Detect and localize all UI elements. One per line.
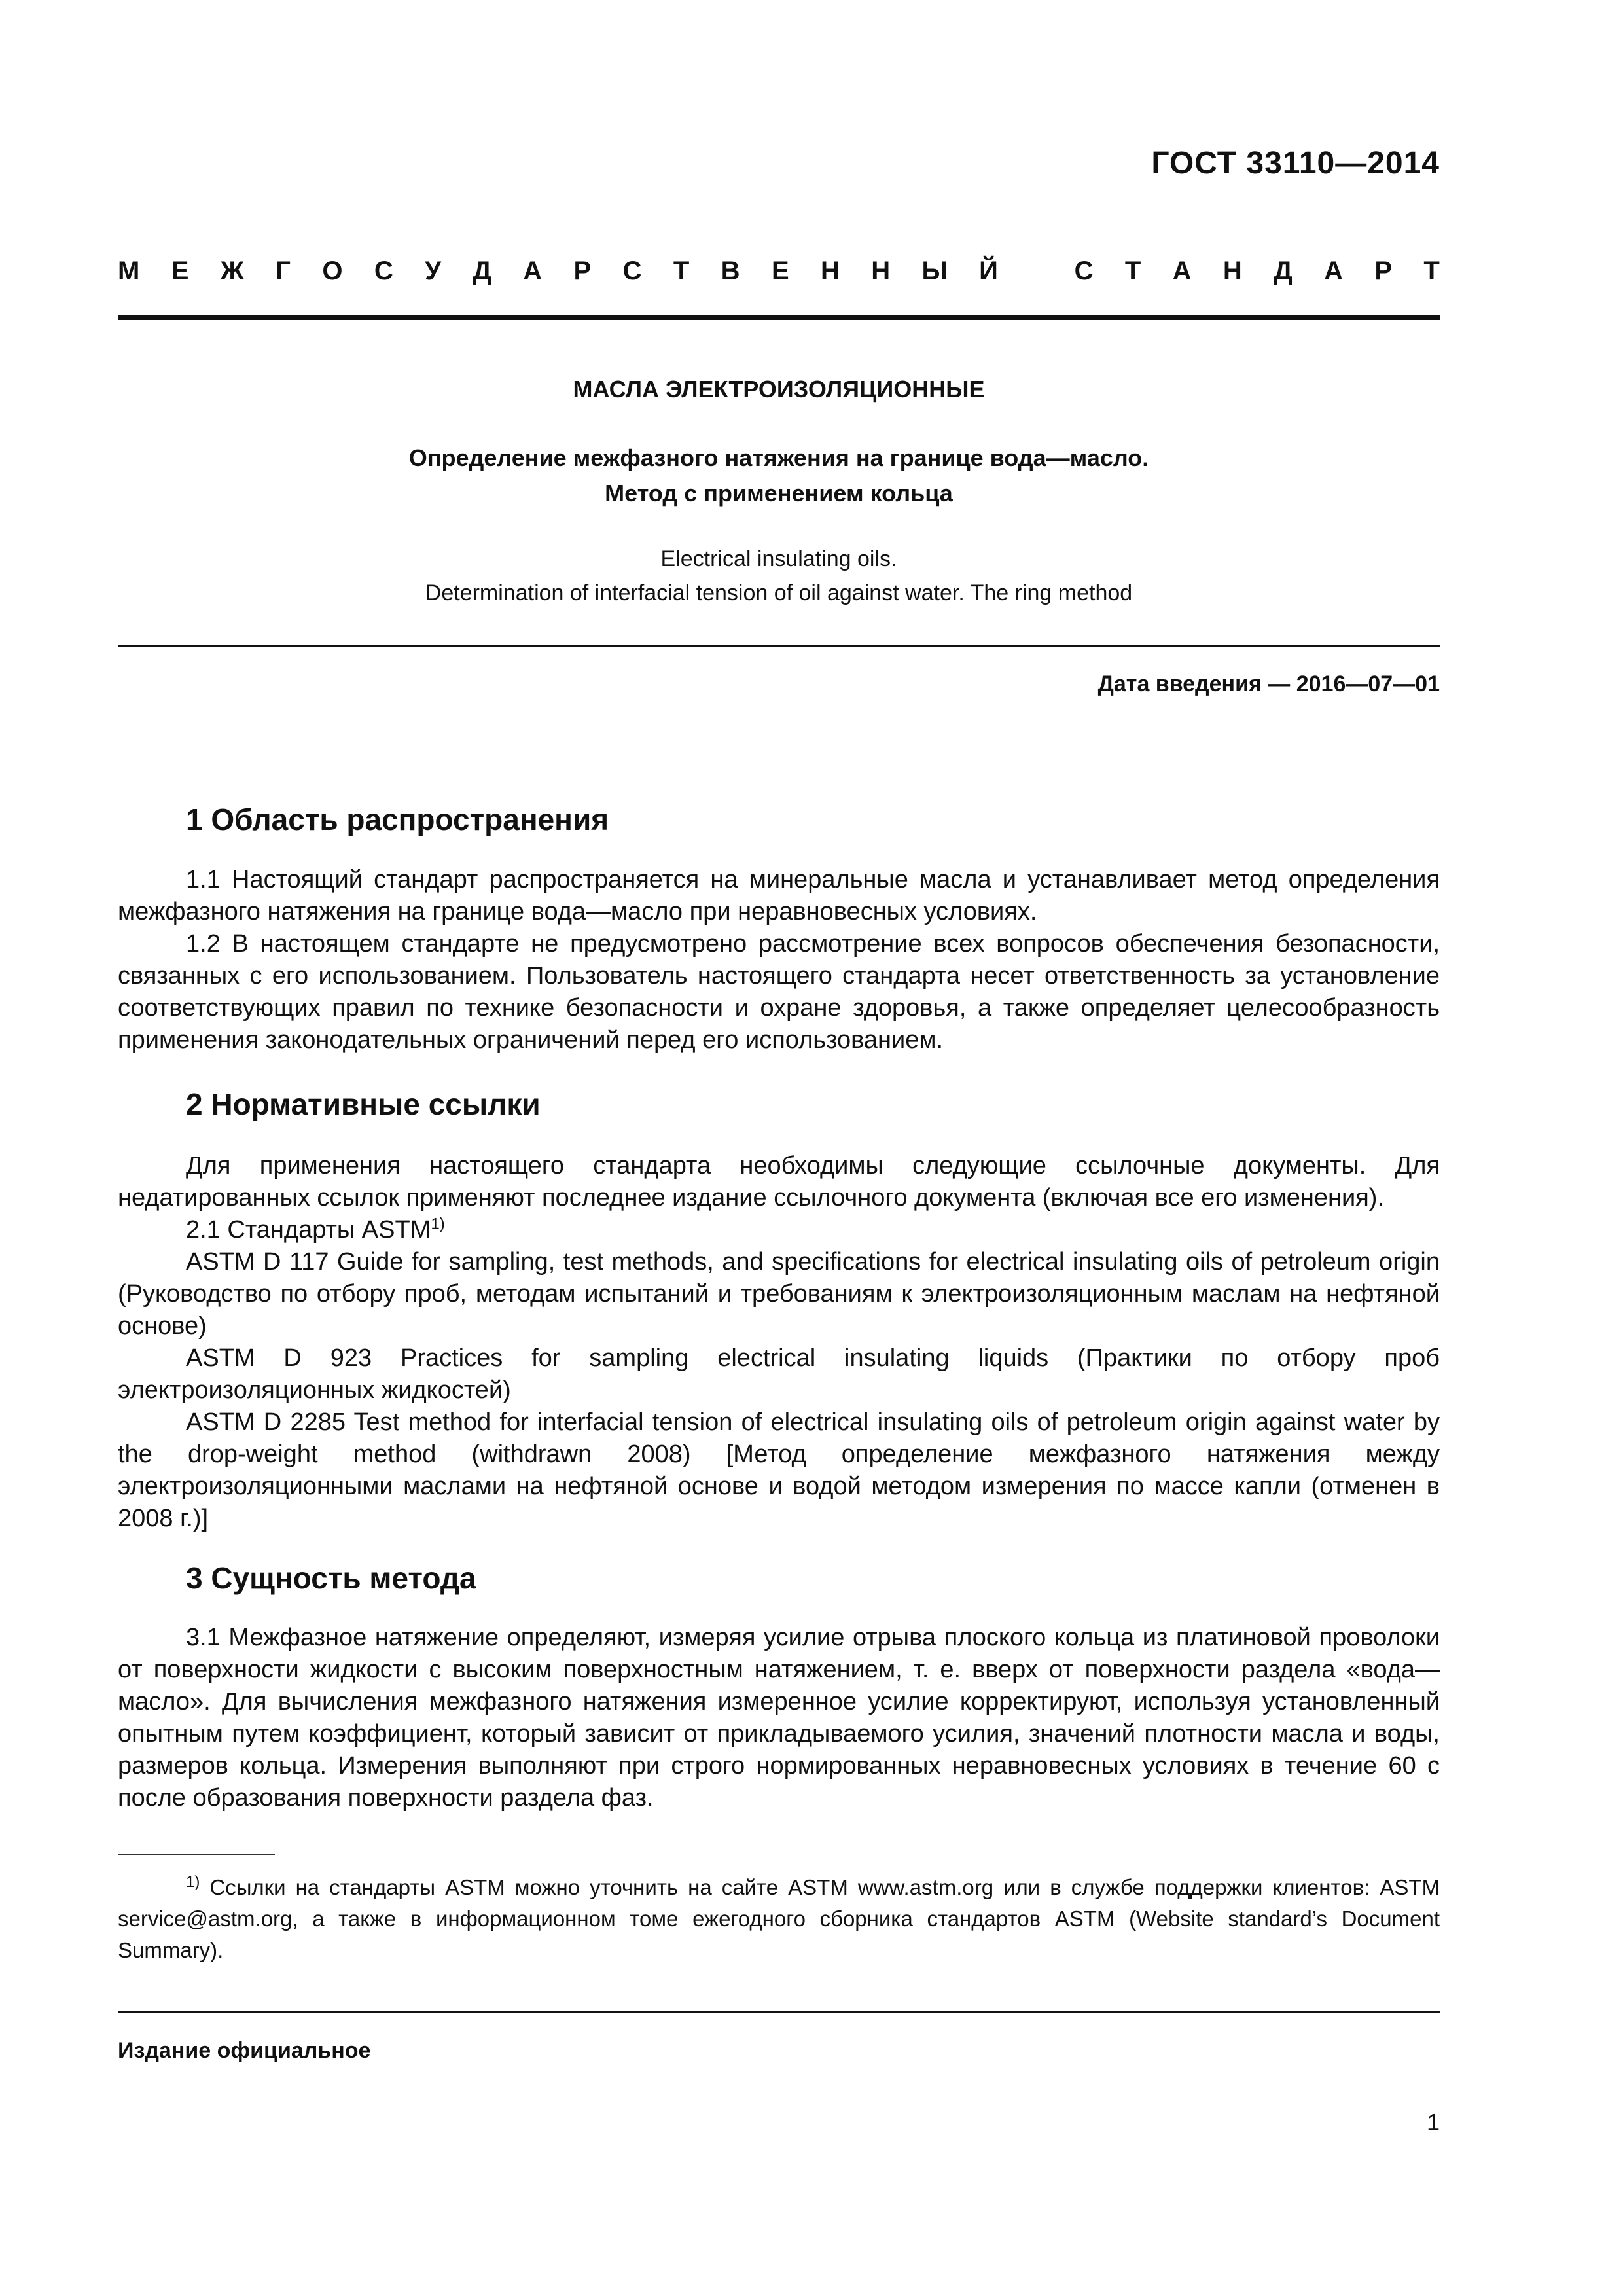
footer-rule	[118, 2011, 1440, 2013]
banner-letter: М	[118, 257, 140, 285]
header-rule	[118, 315, 1440, 320]
banner-letter: А	[523, 257, 543, 285]
banner-letter: Е	[771, 257, 789, 285]
section-2-body	[118, 1150, 1440, 1535]
interstate-standard-banner	[118, 257, 1440, 286]
footnote-text: Ссылки на стандарты ASTM можно уточнить на сайте ASTM www.astm.org или в службе поддержки клиентов: ASTM service@astm.org, а также в информационном томе ежегодного сборника стандартов ASTM (Website standard’s Document Summary).	[118, 1875, 1440, 1962]
document-title: МАСЛА ЭЛЕКТРОИЗОЛЯЦИОННЫЕ	[573, 376, 985, 403]
footnote-marker: 1)	[186, 1873, 200, 1891]
banner-word-gap	[1029, 257, 1043, 286]
footnote-separator	[118, 1854, 275, 1855]
section-1-heading: 1 Область распространения	[186, 802, 609, 836]
footnote	[118, 1872, 1440, 1966]
official-edition-label: Издание официальное	[118, 2038, 371, 2063]
banner-letter: Т	[1423, 257, 1440, 285]
banner-letter: Р	[1374, 257, 1393, 285]
section-3-body	[118, 1622, 1440, 1814]
english-title-line-1: Electrical insulating oils.	[660, 547, 897, 571]
paragraph-2-1	[118, 1214, 1440, 1246]
banner-letter: Й	[979, 257, 998, 285]
banner-letter: С	[622, 257, 642, 285]
introduction-date: Дата введения — 2016—07—01	[1097, 672, 1440, 696]
banner-letter: Ы	[921, 257, 948, 285]
paragraph-1-1: 1.1 Настоящий стандарт распространяется на минеральные масла и устанавливает метод определения межфазного натяжения на границе вода—масло при неравновесных условиях.	[118, 866, 1440, 925]
subtitle-line-1: Определение межфазного натяжения на границе вода—масло.	[408, 444, 1149, 471]
paragraph-2-intro: Для применения настоящего стандарта необходимы следующие ссылочные документы. Для недатированных ссылок применяют последнее издание ссылочного документа (включая все его изменения).	[118, 1152, 1440, 1211]
section-3-heading: 3 Сущность метода	[186, 1561, 476, 1595]
banner-letter: Д	[473, 257, 491, 285]
banner-letter: А	[1324, 257, 1343, 285]
reference-astm-d117: ASTM D 117 Guide for sampling, test methods, and specifications for electrical insulating oils of petroleum origin (Руководство по отбору проб, методам испытаний и требованиям к электроизоляционным маслам на нефтяной основе)	[118, 1248, 1440, 1340]
banner-letter: Р	[573, 257, 592, 285]
title-rule	[118, 645, 1440, 647]
banner-letter: Т	[673, 257, 690, 285]
banner-letter: Ж	[220, 257, 244, 285]
document-subtitle	[118, 440, 1440, 511]
banner-letter: Т	[1124, 257, 1141, 285]
section-2-heading: 2 Нормативные ссылки	[186, 1087, 541, 1121]
paragraph-1-2: 1.2 В настоящем стандарте не предусмотрено рассмотрение всех вопросов обеспечения безопасности, связанных с его использованием. Пользователь настоящего стандарта несет ответственность за установление соответствующих правил по технике безопасности и охране здоровья, а также определяет целесообразность применения законодательных ограничений перед его использованием.	[118, 930, 1440, 1054]
banner-letter: Д	[1274, 257, 1293, 285]
reference-astm-d2285: ASTM D 2285 Test method for interfacial tension of electrical insulating oils of petroleum origin against water by the drop-weight method (withdrawn 2008) [Метод определение межфазного натяжения между электроизоляционными маслами на нефтяной основе и водой методом измерения по массе капли (отменен в 2008 г.)]	[118, 1408, 1440, 1532]
banner-letter: С	[374, 257, 393, 285]
banner-letter: Е	[171, 257, 189, 285]
astm-standards-label: 2.1 Стандарты ASTM	[186, 1216, 431, 1244]
banner-letter: С	[1074, 257, 1094, 285]
gost-code: ГОСТ 33110—2014	[1151, 146, 1440, 181]
banner-letter: Г	[276, 257, 291, 285]
english-title-line-2: Determination of interfacial tension of oil against water. The ring method	[425, 581, 1133, 605]
banner-letter: А	[1172, 257, 1192, 285]
section-1-body	[118, 864, 1440, 1056]
subtitle-line-2: Метод с применением кольца	[605, 480, 953, 507]
reference-astm-d923: ASTM D 923 Practices for sampling electrical insulating liquids (Практики по отбору проб электроизоляционных жидкостей)	[118, 1344, 1440, 1404]
banner-letter: Н	[871, 257, 891, 285]
banner-letter: О	[322, 257, 343, 285]
paragraph-3-1: 3.1 Межфазное натяжение определяют, измеряя усилие отрыва плоского кольца из платиновой проволоки от поверхности жидкости с высоким поверхностным натяжением, т. е. вверх от поверхности раздела «вода—масло». Для вычисления межфазного натяжения измеренное усилие корректируют, используя установленный опытным путем коэффициент, который зависит от прикладываемого усилия, значений плотности масла и воды, размеров кольца. Измерения выполняют при строго нормированных неравновесных условиях в течение 60 с после образования поверхности раздела фаз.	[118, 1624, 1440, 1812]
page-number: 1	[1426, 2109, 1440, 2136]
english-title	[118, 542, 1440, 610]
banner-letter: У	[425, 257, 442, 285]
footnote-ref[interactable]: 1)	[431, 1215, 445, 1233]
banner-letter: Н	[1222, 257, 1242, 285]
banner-letter: Н	[821, 257, 840, 285]
banner-letter: В	[721, 257, 740, 285]
